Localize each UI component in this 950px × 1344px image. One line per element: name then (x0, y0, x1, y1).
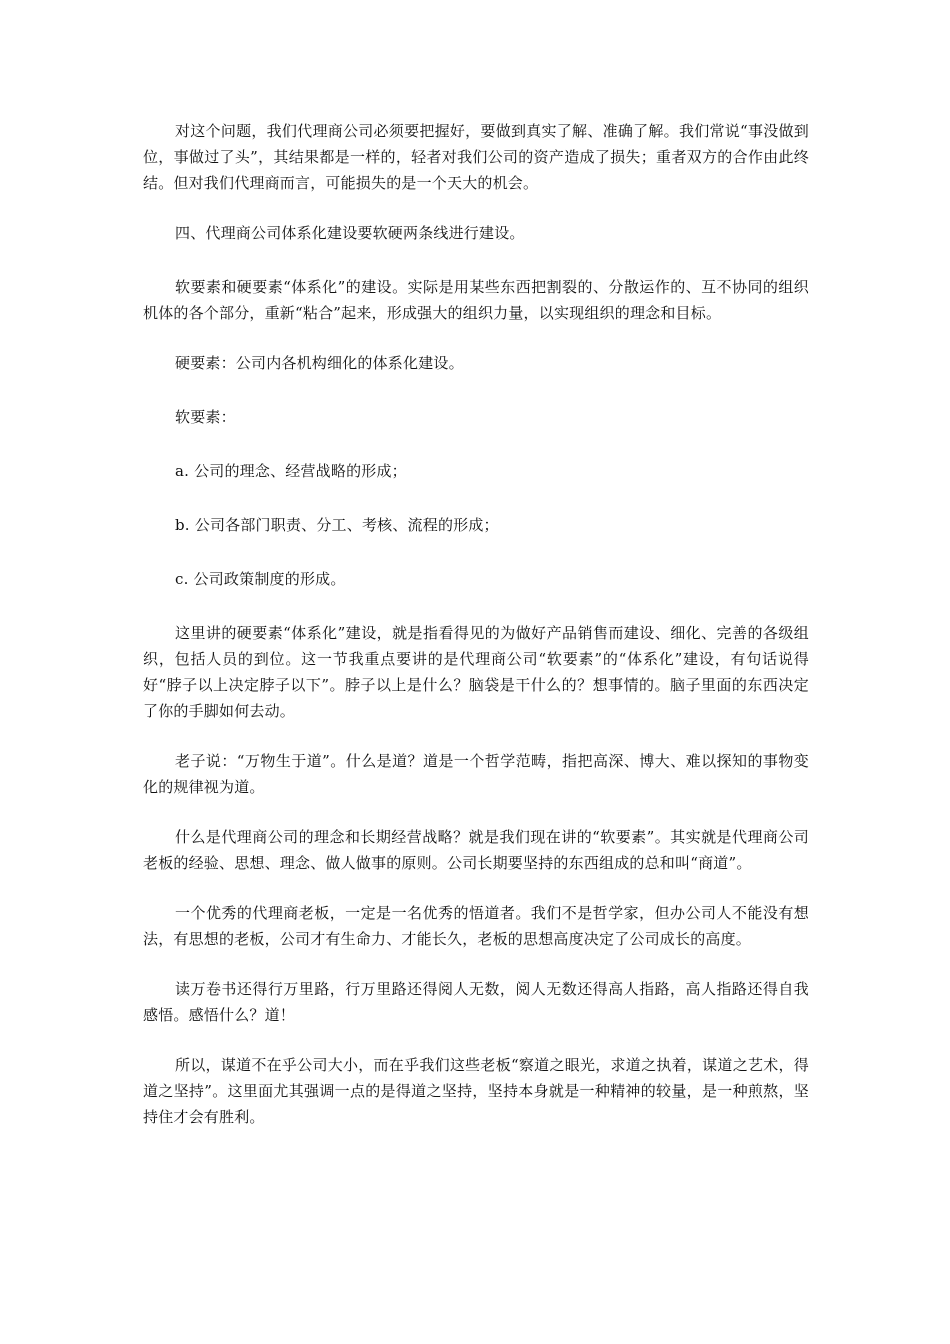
paragraph-hard-elements: 硬要素：公司内各机构细化的体系化建设。 (175, 354, 464, 372)
paragraph-loss-warning: 对这个问题，我们代理商公司必须要把握好，要做到真实了解、准确了解。我们常说“事没做到位，事做过了头”，其结果都是一样的，轻者对我们公司的资产造成了损失；重者双方的合作由此终结。但对我们代理商而言，可能损失的是一个天大的机会。 (143, 122, 809, 192)
list-item-b: b. 公司各部门职责、分工、考核、流程的形成； (175, 516, 499, 534)
paragraph-section-four-heading: 四、代理商公司体系化建设要软硬两条线进行建设。 (175, 224, 525, 242)
paragraph-excellent-boss: 一个优秀的代理商老板，一定是一名优秀的悟道者。我们不是哲学家，但办公司人不能没有想法，有思想的老板，公司才有生命力、才能长久，老板的思想高度决定了公司成长的高度。 (143, 904, 809, 948)
paragraph-read-and-travel: 读万卷书还得行万里路，行万里路还得阅人无数，阅人无数还得高人指路，高人指路还得自我感悟。感悟什么？道！ (143, 980, 809, 1024)
list-item-a: a. 公司的理念、经营战略的形成； (175, 462, 407, 480)
paragraph-business-philosophy: 什么是代理商公司的理念和长期经营战略？就是我们现在讲的“软要素”。其实就是代理商公司老板的经验、思想、理念、做人做事的原则。公司长期要坚持的东西组成的总和叫“商道”。 (143, 828, 809, 872)
paragraph-hard-system-explanation: 这里讲的硬要素“体系化”建设，就是指看得见的为做好产品销售而建设、细化、完善的各级组织，包括人员的到位。这一节我重点要讲的是代理商公司“软要素”的“体系化”建设，有句话说得好“脖子以上决定脖子以下”。脖子以上是什么？脑袋是干什么的？想事情的。脑子里面的东西决定了你的手脚如何去动。 (143, 624, 809, 720)
paragraph-soft-hard-elements: 软要素和硬要素“体系化”的建设。实际是用某些东西把割裂的、分散运作的、互不协同的组织机体的各个部分，重新“粘合”起来，形成强大的组织力量，以实现组织的理念和目标。 (143, 278, 809, 322)
document-body (143, 118, 809, 1154)
paragraph-soft-elements-label: 软要素： (175, 408, 236, 426)
paragraph-persistence: 所以，谋道不在乎公司大小，而在乎我们这些老板“察道之眼光，求道之执着，谋道之艺术，得道之坚持”。这里面尤其强调一点的是得道之坚持，坚持本身就是一种精神的较量，是一种煎熬，坚持住才会有胜利。 (143, 1056, 809, 1126)
list-item-c: c. 公司政策制度的形成。 (175, 570, 346, 588)
paragraph-laozi-quote: 老子说：“万物生于道”。什么是道？道是一个哲学范畴，指把高深、博大、难以探知的事物变化的规律视为道。 (143, 752, 809, 796)
